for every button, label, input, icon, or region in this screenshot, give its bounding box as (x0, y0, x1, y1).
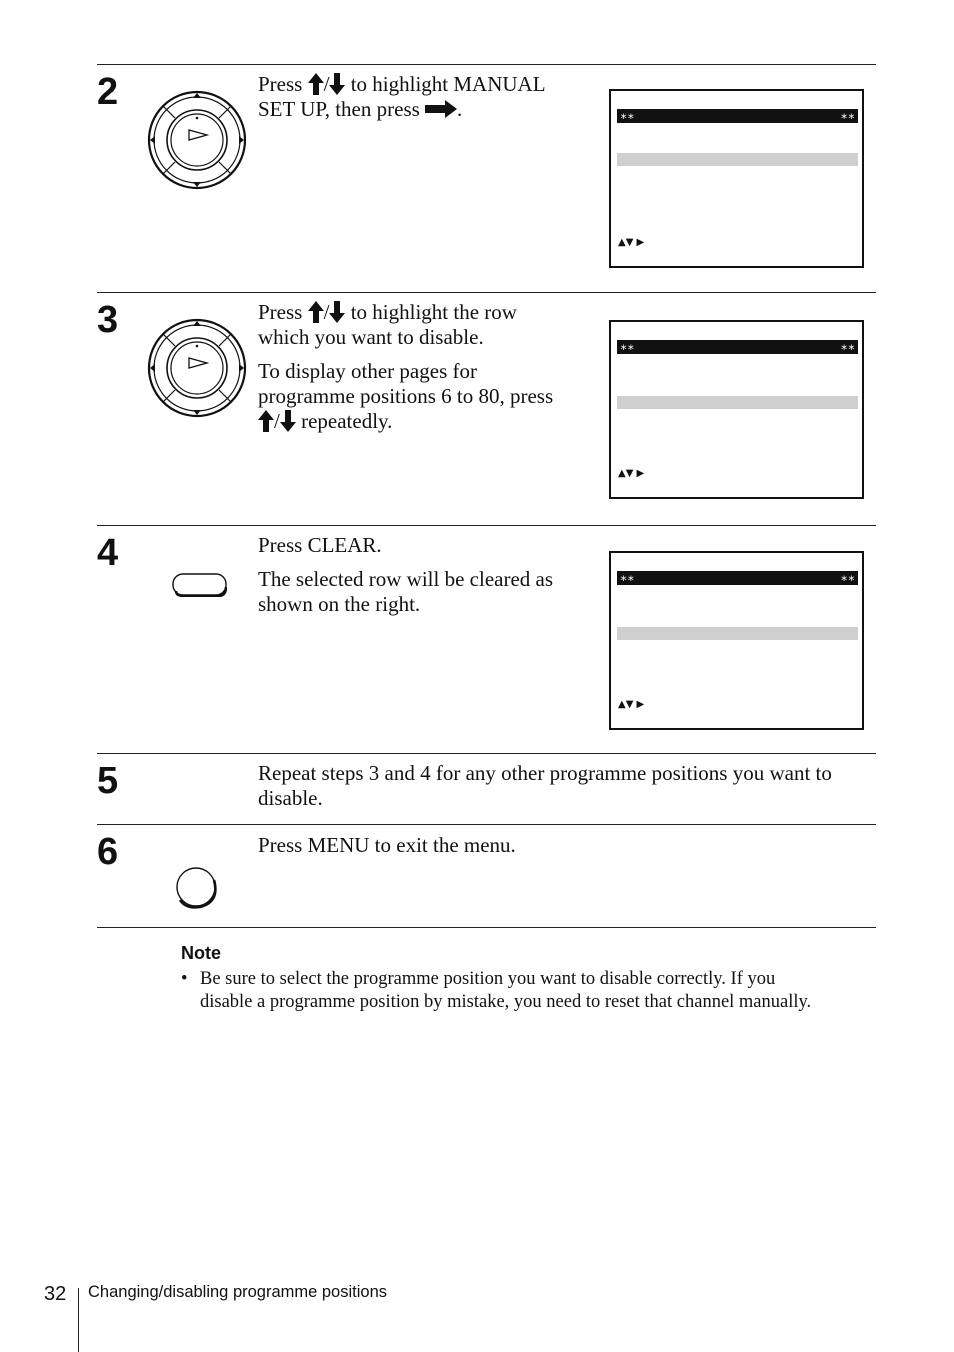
step-3-para2-line2: programme positions 6 to 80, press (258, 384, 554, 408)
step-4-para2-line1: The selected row will be cleared as (258, 567, 554, 591)
right-arrow-icon (425, 100, 457, 118)
osd-highlight-row (617, 153, 858, 166)
step-6-line1: Press MENU to exit the menu. (258, 833, 516, 857)
step-4-para1: Press CLEAR. (258, 533, 382, 557)
osd-nav-hint: ▲▼ ▶ (618, 237, 645, 248)
rule-step4 (97, 525, 876, 526)
step-number: 3 (97, 299, 119, 341)
note-bullet: • (181, 969, 188, 989)
osd-screen-step-2 (609, 89, 864, 268)
step-3-line2: which you want to disable. (258, 325, 484, 349)
step-2-line2-end: . (457, 97, 463, 121)
osd-marker-left: ∗∗ (620, 340, 635, 354)
clear-button-icon (172, 573, 227, 597)
step-number: 5 (97, 760, 119, 802)
rule-top (97, 64, 876, 65)
rule-bottom (97, 927, 876, 928)
osd-highlight-row (617, 396, 858, 409)
up-arrow-icon (258, 410, 274, 432)
down-arrow-icon (329, 301, 345, 323)
footer-divider (78, 1288, 79, 1352)
rule-step5 (97, 753, 876, 754)
osd-marker-left: ∗∗ (620, 571, 635, 585)
osd-highlight-row (617, 627, 858, 640)
step-3-para2-line3: repeatedly. (295, 409, 393, 433)
note-line1: Be sure to select the programme position you want to disable correctly. If you (200, 969, 776, 989)
note-body (181, 968, 881, 1014)
osd-marker-right: ∗∗ (840, 109, 855, 123)
step-5-text (258, 761, 832, 811)
joystick-dial-icon (147, 318, 247, 418)
step-2-text: Press / to highlight MANUAL SET UP, then press . (258, 72, 546, 121)
step-4-text (258, 533, 553, 617)
menu-button-icon (176, 866, 218, 910)
osd-title-bar (617, 340, 858, 354)
note-title: Note (181, 943, 221, 963)
osd-screen-step-4 (609, 551, 864, 730)
up-arrow-icon (308, 301, 324, 323)
step-2-line2: SET UP, then press (258, 97, 426, 121)
step-number: 2 (97, 71, 119, 113)
up-arrow-icon (308, 73, 324, 95)
page-number: 32 (44, 1283, 67, 1305)
step-number: 4 (97, 532, 119, 574)
osd-marker-left: ∗∗ (620, 109, 635, 123)
step-3-line1-end: to highlight the row (345, 300, 517, 324)
note-line2: disable a programme position by mistake, you need to reset that channel manually. (200, 992, 812, 1012)
step-number: 6 (97, 831, 119, 873)
osd-title-bar (617, 571, 858, 585)
down-arrow-icon (329, 73, 345, 95)
joystick-dial-icon (147, 90, 247, 190)
down-arrow-icon (280, 410, 296, 432)
osd-nav-hint: ▲▼ ▶ (618, 699, 645, 710)
step-3-press: Press (258, 300, 308, 324)
step-2-press: Press (258, 72, 308, 96)
step-4-para2-line2: shown on the right. (258, 592, 421, 616)
osd-marker-right: ∗∗ (840, 340, 855, 354)
osd-title-bar (617, 109, 858, 123)
osd-nav-hint: ▲▼ ▶ (618, 468, 645, 479)
step-5-line1: Repeat steps 3 and 4 for any other programme positions you want to (258, 761, 832, 785)
step-6-text (258, 833, 516, 858)
rule-step6 (97, 824, 876, 825)
osd-screen-step-3 (609, 320, 864, 499)
step-3-para2-line1: To display other pages for (258, 359, 477, 383)
step-5-line2: disable. (258, 786, 323, 810)
step-3-text: Press / to highlight the row which you want to disable. To display other pages for programme positions 6 to 80, press / repeatedly. (258, 300, 554, 433)
step-2-line1-end: to highlight MANUAL (345, 72, 546, 96)
osd-marker-right: ∗∗ (840, 571, 855, 585)
footer-section-title: Changing/disabling programme positions (88, 1283, 388, 1301)
rule-step3 (97, 292, 876, 293)
